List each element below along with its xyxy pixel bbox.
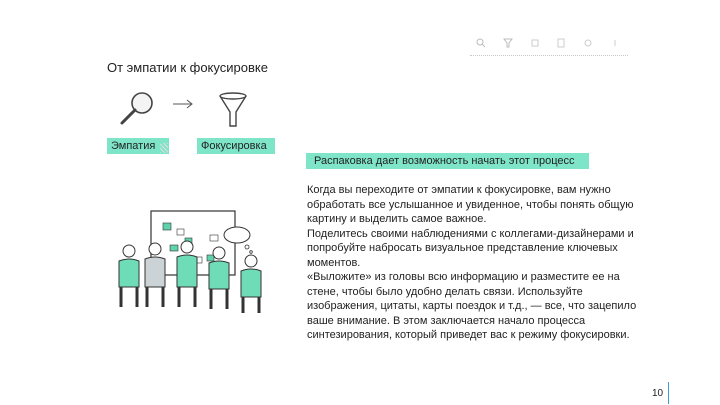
focus-tag: Фокусировка (197, 138, 275, 154)
doc-icon[interactable] (548, 38, 575, 48)
arrow-right-icon (172, 97, 194, 115)
body-paragraph-1: Когда вы переходите от эмпатии к фокусировке, вам нужно обработать все услышанное и увиденное, чтобы понять общую картину и выделить самое важное. (307, 184, 634, 225)
magnifier-icon (118, 90, 156, 133)
body-paragraph-3: «Выложите» из головы всю информацию и разместите ее на стене, чтобы было удобно делать связи. Используйте изображения, цитаты, карты поездок и т.д., — все, что зацепило ваше внимание. В этом заключается начало процесса синтезирования, который приведет вас к режиму фокусировки. (307, 271, 637, 341)
top-nav (468, 37, 628, 49)
grid-icon[interactable] (521, 38, 548, 48)
body-text (307, 183, 647, 343)
nav-divider (470, 55, 628, 56)
share-icon[interactable] (575, 38, 602, 48)
empathy-tag: Эмпатия (107, 138, 169, 154)
filter-icon[interactable] (495, 38, 522, 48)
tag-decoration (160, 143, 168, 153)
page-number-bar (668, 382, 669, 404)
page-number: 10 (652, 388, 664, 399)
body-paragraph-2: Поделитесь своими наблюдениями с коллегами-дизайнерами и попробуйте набросать визуальное представление ключевых моментов. (307, 227, 634, 269)
slide-subtitle: От эмпатии к фокусировке (107, 60, 268, 75)
team-at-wall-illustration (115, 205, 275, 320)
funnel-icon (218, 92, 248, 133)
info-icon[interactable] (601, 38, 628, 48)
unpack-tag: Распаковка дает возможность начать этот процесс (306, 153, 589, 169)
search-icon[interactable] (468, 38, 495, 48)
